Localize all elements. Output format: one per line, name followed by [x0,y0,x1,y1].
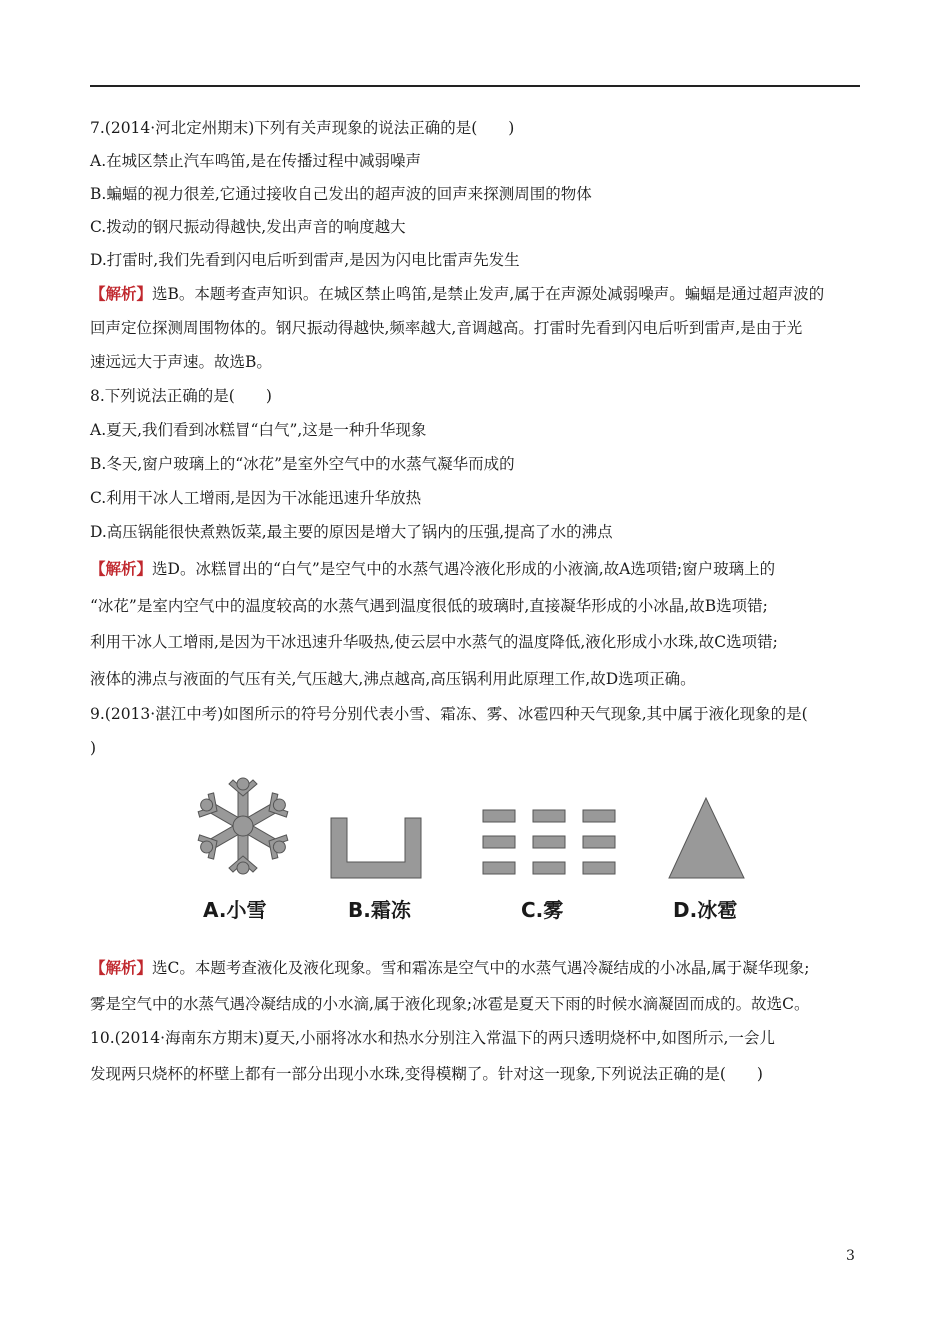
figure-label-b: B.霜冻 [348,898,411,922]
q7-option-c: C.拨动的钢尺振动得越快,发出声音的响度越大 [90,218,406,236]
q8-analysis-line-2: “冰花”是室内空气中的温度较高的水蒸气遇到温度很低的玻璃时,直接凝华形成的小冰晶,故B选项错; [90,597,768,615]
q9-analysis-line-1 [90,958,810,978]
q9-analysis-line-2: 雾是空气中的水蒸气遇冷凝结成的小水滴,属于液化现象;冰雹是夏天下雨的时候水滴凝固而成的。故选C。 [90,995,810,1013]
analysis-text: 选D。冰糕冒出的“白气”是空气中的水蒸气遇冷液化形成的小液滴,故A选项错;窗户玻璃上的 [152,560,776,578]
q10-stem-line-1: 10.(2014·海南东方期末)夏天,小丽将冰水和热水分别注入常温下的两只透明烧杯中,如图所示,一会儿 [90,1029,775,1047]
analysis-tag: 【解析】 [90,958,153,977]
q7-analysis-line-2: 回声定位探测周围物体的。钢尺振动得越快,频率越大,音调越高。打雷时先看到闪电后听到雷声,是由于光 [90,319,803,337]
q7-stem: 7.(2014·河北定州期末)下列有关声现象的说法正确的是( ) [90,119,515,137]
q10-stem-line-2: 发现两只烧杯的杯壁上都有一部分出现小水珠,变得模糊了。针对这一现象,下列说法正确的是( ) [90,1065,763,1083]
q7-analysis-line-3: 速远远大于声速。故选B。 [90,353,272,371]
figure-label-d: D.冰雹 [673,898,738,922]
analysis-tag: 【解析】 [90,559,153,578]
q8-stem: 8.下列说法正确的是( ) [90,387,272,405]
q8-option-c: C.利用干冰人工增雨,是因为干冰能迅速升华放热 [90,489,422,507]
q9-stem-line-2: ) [90,739,97,757]
q8-analysis-line-3: 利用干冰人工增雨,是因为干冰迅速升华吸热,使云层中水蒸气的温度降低,液化形成小水珠,故C选项错; [90,633,778,651]
analysis-text: 选B。本题考查声知识。在城区禁止鸣笛,是禁止发声,属于在声源处减弱噪声。蝙蝠是通过超声波的 [152,285,825,303]
q8-option-d: D.高压锅能很快煮熟饭菜,最主要的原因是增大了锅内的压强,提高了水的沸点 [90,523,613,541]
snowflake-icon [195,778,292,874]
fog-icon [483,810,615,874]
q7-option-d: D.打雷时,我们先看到闪电后听到雷声,是因为闪电比雷声先发生 [90,251,520,269]
page-number: 3 [846,1248,855,1264]
q8-analysis-line-1 [90,559,775,579]
q8-option-a: A.夏天,我们看到冰糕冒“白气”,这是一种升华现象 [90,421,427,439]
q7-option-a: A.在城区禁止汽车鸣笛,是在传播过程中减弱噪声 [90,152,422,170]
weather-symbols-figure [195,776,755,926]
hail-icon [669,798,744,878]
analysis-text: 选C。本题考查液化及液化现象。雪和霜冻是空气中的水蒸气遇冷凝结成的小冰晶,属于凝华现象; [152,959,810,977]
q8-option-b: B.冬天,窗户玻璃上的“冰花”是室外空气中的水蒸气凝华而成的 [90,455,515,473]
q8-analysis-line-4: 液体的沸点与液面的气压有关,气压越大,沸点越高,高压锅利用此原理工作,故D选项正确。 [90,670,696,688]
figure-label-c: C.雾 [521,898,564,922]
q9-stem-line-1: 9.(2013·湛江中考)如图所示的符号分别代表小雪、霜冻、雾、冰雹四种天气现象,其中属于液化现象的是( [90,705,808,723]
analysis-tag: 【解析】 [90,284,153,303]
figure-label-a: A.小雪 [203,898,267,922]
q7-analysis-line-1 [90,284,824,304]
frost-icon [331,818,421,878]
header-rule [90,85,860,87]
weather-symbols-svg [195,776,755,886]
q7-option-b: B.蝙蝠的视力很差,它通过接收自己发出的超声波的回声来探测周围的物体 [90,185,592,203]
